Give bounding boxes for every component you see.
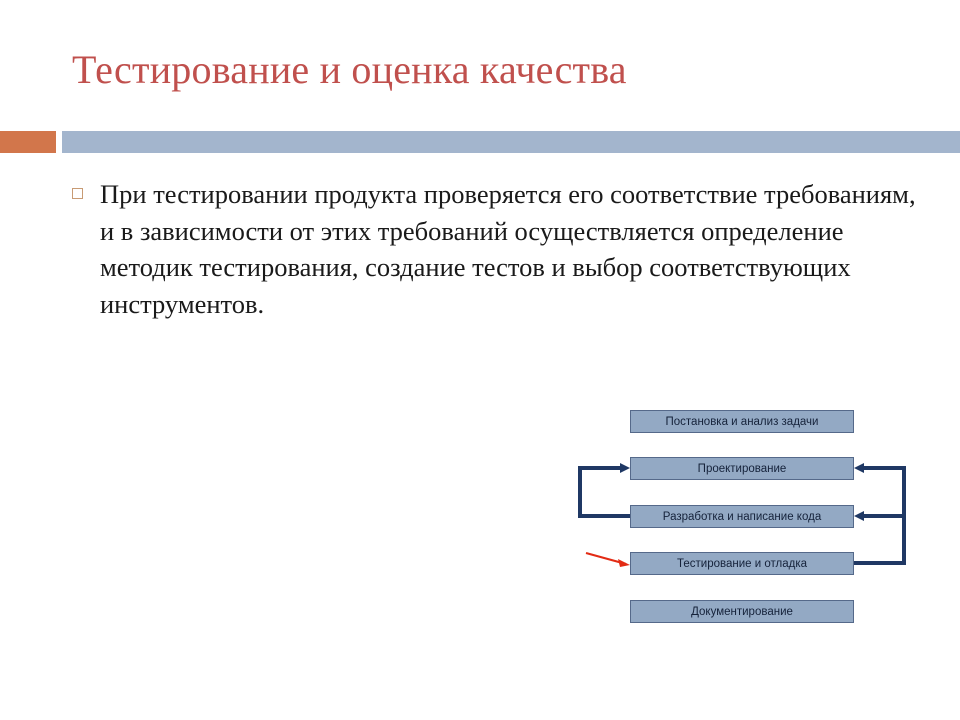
feedback-arrow-left-head [620,463,630,473]
feedback-arrow-left [580,468,630,516]
highlight-arrow-head [618,559,630,567]
feedback-arrow-right-head [854,463,864,473]
bullet-text: При тестировании продукта проверяется его соответствие требованиям, и в зависимости от этих требований осуществляется определение методик тестирования, создание тестов и выбор соответствующих инструментов. [100,179,916,319]
divider-bar [62,131,960,153]
bullet-list-item [72,176,922,322]
page-title: Тестирование и оценка качества [72,47,627,92]
diagram-node: Разработка и написание кода [630,505,854,528]
diagram-node: Постановка и анализ задачи [630,410,854,433]
diagram-node: Проектирование [630,457,854,480]
software-lifecycle-diagram [560,395,920,645]
accent-bar [0,131,56,153]
diagram-node: Тестирование и отладка [630,552,854,575]
diagram-node: Документирование [630,600,854,623]
feedback-arrow-right-short-head [854,511,864,521]
square-bullet-icon [72,188,83,199]
